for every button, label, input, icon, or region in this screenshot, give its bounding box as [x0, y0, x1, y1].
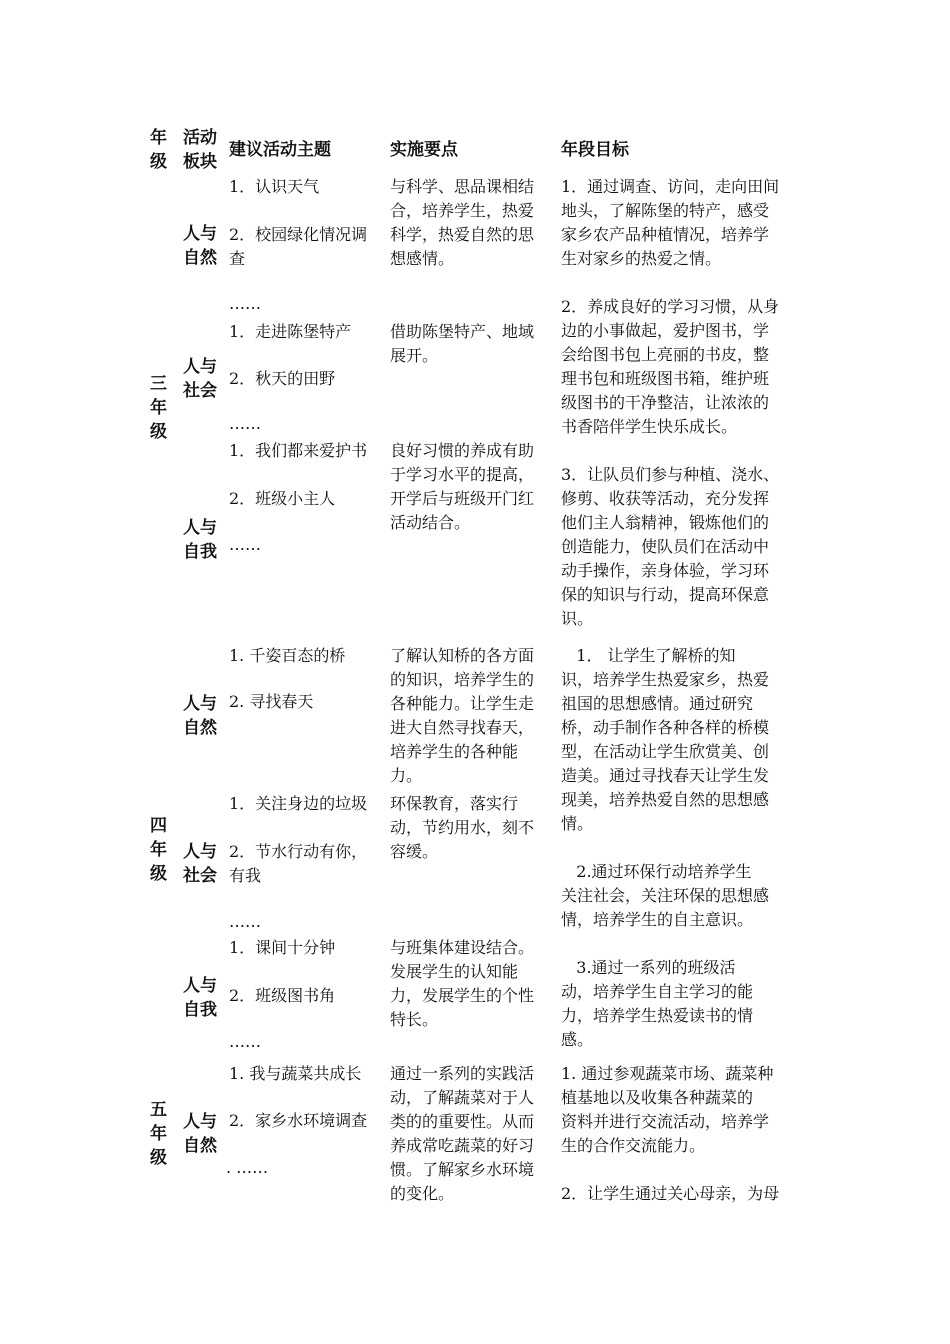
header-block: 活动 板块 [183, 128, 217, 172]
g3-self-topic-2: 2．班级小主人 [229, 489, 336, 508]
g4-nature-label: 人与 自然 [183, 694, 217, 738]
g4-nature-topic-2: 2. 寻找春天 [229, 692, 314, 711]
g4-goals: 1． 让学生了解桥的知 识，培养学生热爱家乡，热爱 祖国的思想感情。通过研究 桥，动手制作各种各样的桥模 型，在活动让学生欣赏美、创 造美。通过寻找春天让学生发 现美，培养热爱自然的思想感 情。 2.通过环保行动培养学生 关注社会，关注环保的思想感 情，培养学生的自主意识。 3.通过一系列的班级活 动，培养学生自主学习的能 力，培养学生热爱读书的情 感。 [561, 646, 770, 1049]
g4-society-topic-2: 2．节水行动有你， 有我 [229, 842, 368, 885]
g4-nature-topic-1: 1. 千姿百态的桥 [229, 646, 346, 665]
g5-nature-topic-1: 1. 我与蔬菜共成长 [229, 1064, 362, 1083]
g4-self-topic-2: 2．班级图书角 [229, 986, 336, 1005]
g3-self-topic-1: 1．我们都来爱护书 [229, 441, 368, 460]
g3-nature-ellipsis: …… [229, 294, 261, 313]
g5-nature-ellipsis: . …… [226, 1158, 269, 1177]
g3-nature-points: 与科学、思品课相结 合，培养学生，热爱 科学，热爱自然的思 想感情。 [390, 177, 535, 268]
g3-self-label: 人与 自我 [183, 518, 217, 562]
grade-5-label: 五 年 级 [150, 1100, 167, 1168]
g5-goals: 1. 通过参观蔬菜市场、蔬菜种 植基地以及收集各种蔬菜的 资料并进行交流活动，培养学 生的合作交流能力。 2．让学生通过关心母亲，为母 [561, 1064, 780, 1203]
header-points: 实施要点 [390, 140, 458, 160]
g5-nature-label: 人与 自然 [183, 1112, 217, 1156]
g3-goals: 1．通过调查、访问，走向田间 地头，了解陈堡的特产，感受 家乡农产品种植情况，培养学 生对家乡的热爱之情。 2．养成良好的学习习惯，从身 边的小事做起，爱护图书，学 会给图书包上亮丽的书皮，整 理书包和班级图书箱，维护班 级图书的干净整洁，让浓浓的 书香陪伴学生快乐成长。 3．让队员们参与种植、浇水、 修剪、收获等活动，充分发挥 他们主人翁精神，锻炼他们的 创造能力，使队员们在活动中 动手操作，亲身体验，学习环 保的知识与行动，提高环保意 识。 [561, 177, 780, 628]
header-goal: 年段目标 [561, 140, 629, 160]
g4-self-topic-1: 1．课间十分钟 [229, 938, 336, 957]
g3-society-topic-1: 1．走进陈堡特产 [229, 322, 352, 341]
g3-nature-topic-2: 2．校园绿化情况调 查 [229, 225, 368, 268]
g4-society-topic-1: 1．关注身边的垃圾 [229, 794, 368, 813]
g3-self-points: 良好习惯的养成有助 于学习水平的提高， 开学后与班级开门红 活动结合。 [390, 441, 535, 532]
header-topic: 建议活动主题 [229, 140, 331, 160]
g3-self-ellipsis: …… [229, 535, 261, 554]
g3-society-ellipsis: …… [229, 414, 261, 433]
header-grade: 年 级 [150, 128, 167, 172]
g4-nature-points: 了解认知桥的各方面 的知识，培养学生的 各种能力。让学生走 进大自然寻找春天， 培养学生的各种能 力。 [390, 646, 535, 785]
g3-nature-topic-1: 1．认识天气 [229, 177, 320, 196]
g4-self-points: 与班集体建设结合。 发展学生的认知能 力，发展学生的个性 特长。 [390, 938, 535, 1029]
g3-society-points: 借助陈堡特产、地域 展开。 [390, 322, 535, 365]
grade-3-label: 三 年 级 [150, 374, 167, 442]
g5-nature-topic-2: 2．家乡水环境调查 [229, 1111, 368, 1130]
grade-4-label: 四 年 级 [150, 816, 167, 884]
g4-self-ellipsis: …… [229, 1032, 261, 1051]
g4-self-label: 人与 自我 [183, 976, 217, 1020]
g3-society-topic-2: 2．秋天的田野 [229, 369, 336, 388]
g3-nature-label: 人与 自然 [183, 224, 217, 268]
g4-society-points: 环保教育，落实行 动，节约用水，刻不 容缓。 [390, 794, 535, 861]
g5-nature-points: 通过一系列的实践活 动，了解蔬菜对于人 类的的重要性。从而 养成常吃蔬菜的好习 惯。了解家乡水环境 的变化。 [390, 1064, 535, 1203]
g4-society-ellipsis: …… [229, 912, 261, 931]
g4-society-label: 人与 社会 [183, 842, 217, 886]
g3-society-label: 人与 社会 [183, 357, 217, 401]
